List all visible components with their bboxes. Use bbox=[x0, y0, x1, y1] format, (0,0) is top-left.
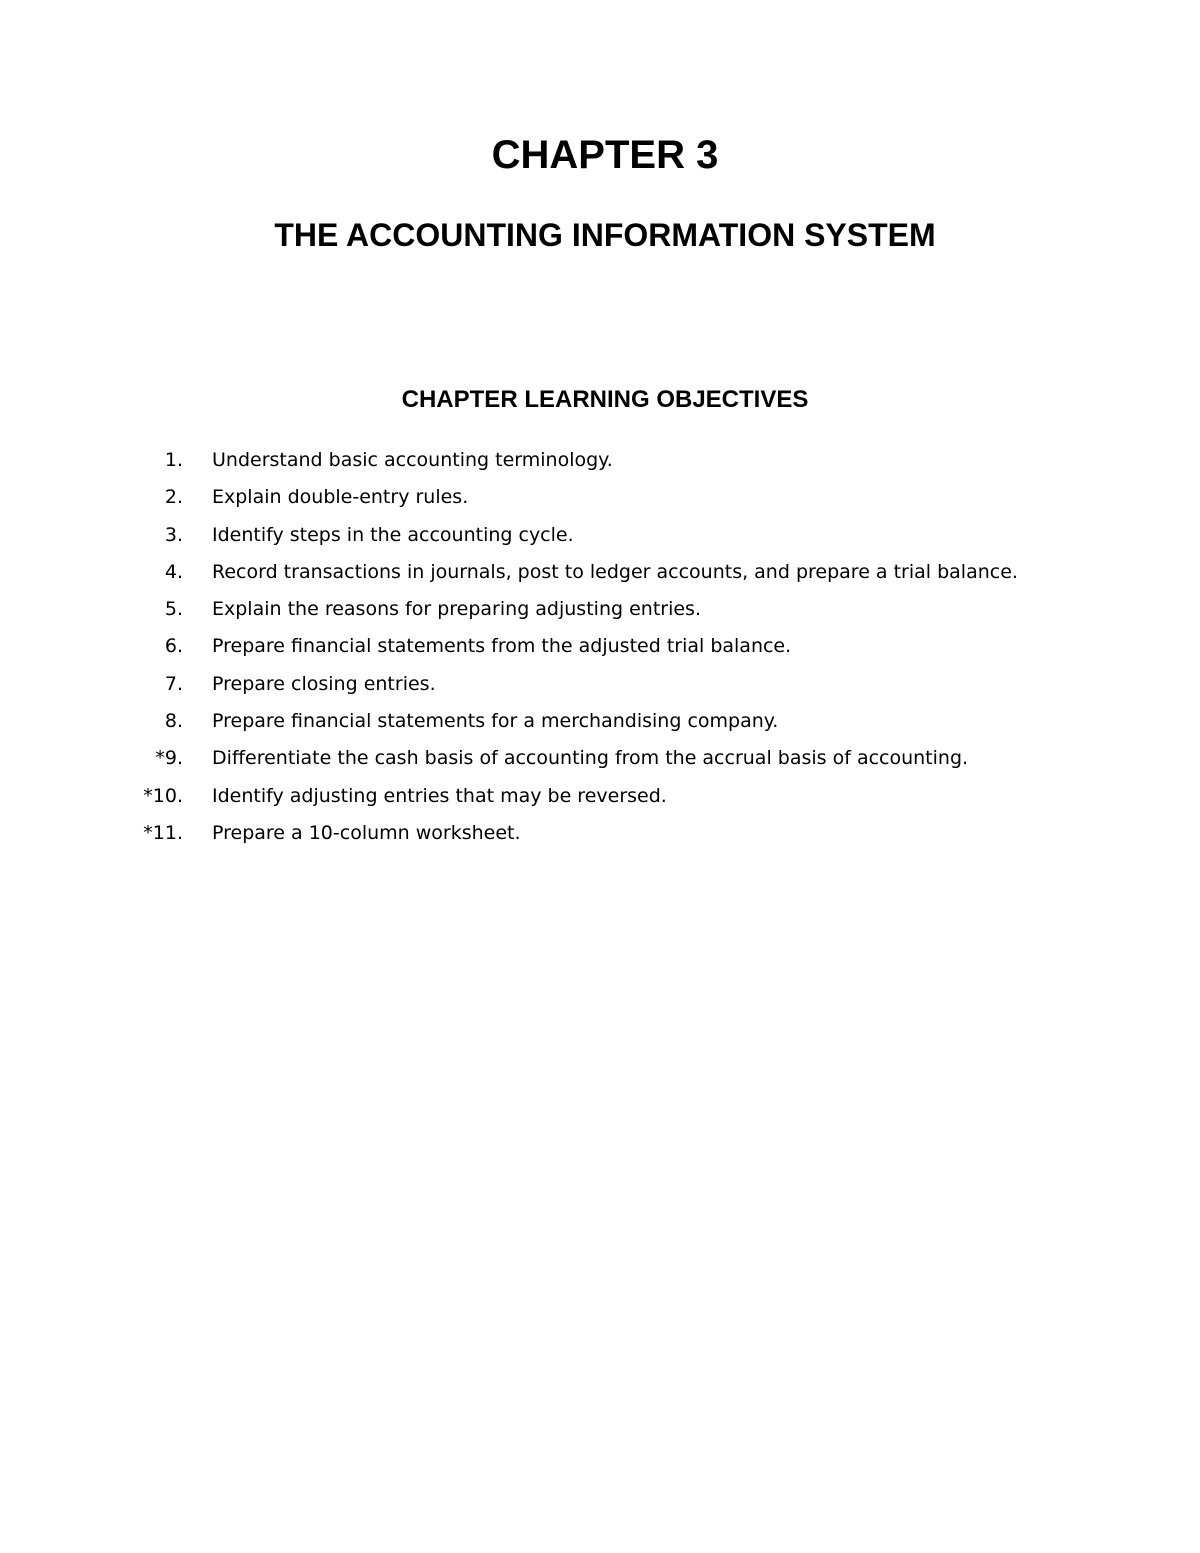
objective-number: 5. bbox=[164, 598, 183, 621]
objective-text: Differentiate the cash basis of accounting from the accrual basis of accounting. bbox=[212, 747, 969, 770]
objective-number: 6. bbox=[164, 635, 183, 658]
objective-item bbox=[0, 591, 1200, 628]
objective-text: Explain double-entry rules. bbox=[212, 486, 469, 509]
objective-number: *9. bbox=[155, 747, 183, 770]
objective-text: Prepare financial statements from the adjusted trial balance. bbox=[212, 635, 792, 658]
objectives-list bbox=[0, 442, 1200, 852]
chapter-number: CHAPTER 3 bbox=[491, 133, 719, 177]
objective-text: Prepare a 10-column worksheet. bbox=[212, 821, 521, 844]
objective-text: Identify steps in the accounting cycle. bbox=[212, 523, 574, 546]
objectives-heading: CHAPTER LEARNING OBJECTIVES bbox=[401, 386, 809, 413]
objective-item bbox=[0, 815, 1200, 852]
objective-item bbox=[0, 517, 1200, 554]
objective-number: 8. bbox=[164, 710, 183, 733]
objective-number: *10. bbox=[143, 784, 183, 807]
objective-item bbox=[0, 778, 1200, 815]
objective-number: 7. bbox=[164, 672, 183, 695]
chapter-title: THE ACCOUNTING INFORMATION SYSTEM bbox=[274, 217, 936, 253]
objective-item bbox=[0, 442, 1200, 479]
objective-number: 4. bbox=[164, 560, 183, 583]
objective-item bbox=[0, 554, 1200, 591]
objective-item bbox=[0, 666, 1200, 703]
objective-item bbox=[0, 479, 1200, 516]
objective-text: Prepare closing entries. bbox=[212, 672, 436, 695]
objective-item bbox=[0, 740, 1200, 777]
objective-text: Understand basic accounting terminology. bbox=[212, 449, 613, 471]
objective-text: Explain the reasons for preparing adjusting entries. bbox=[212, 598, 701, 621]
objective-text: Prepare financial statements for a merchandising company. bbox=[212, 710, 779, 733]
objective-item bbox=[0, 703, 1200, 740]
objective-number: 3. bbox=[164, 523, 183, 546]
objective-item bbox=[0, 628, 1200, 665]
objective-text: Identify adjusting entries that may be reversed. bbox=[212, 784, 667, 807]
objective-number: 2. bbox=[164, 486, 183, 509]
objective-text: Record transactions in journals, post to ledger accounts, and prepare a trial balance. bbox=[212, 560, 1018, 583]
objective-number: *11. bbox=[143, 821, 183, 844]
objective-number: 1. bbox=[164, 449, 183, 471]
